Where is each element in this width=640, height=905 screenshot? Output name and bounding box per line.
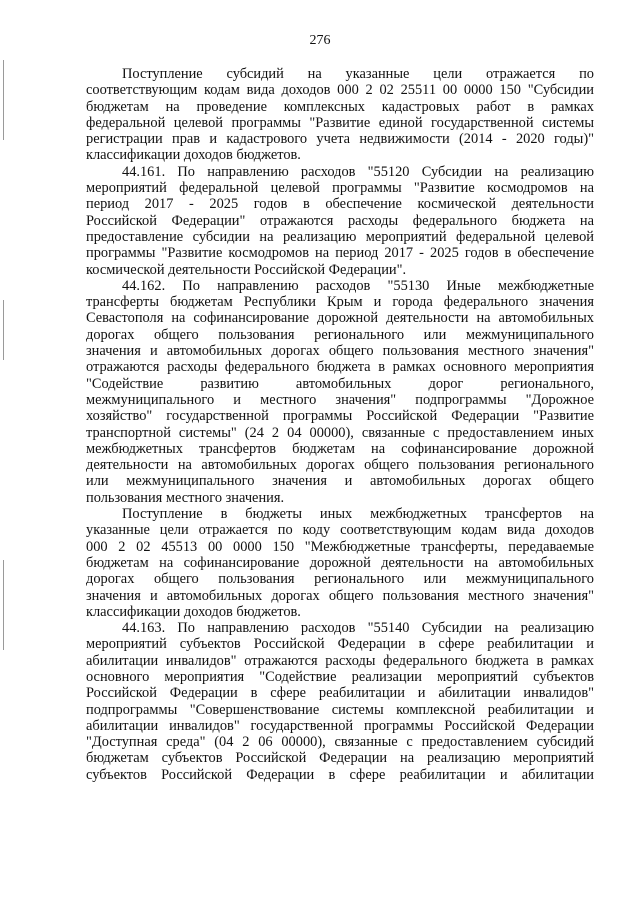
scan-edge-mark: [3, 560, 4, 650]
text-line: пользования местного значения.: [86, 489, 285, 506]
paragraph: [86, 506, 594, 620]
text-line: Российской Федерации" отражаются расходы федерального бюджета на: [86, 212, 594, 229]
text-line: Российской Федерации в сфере реабилитации и абилитации инвалидов": [86, 685, 594, 702]
text-line: регистрации прав и кадастрового учета недвижимости (2014 - 2020 годы)": [86, 131, 594, 148]
text-line: программы "Развитие космодромов на период 2017 - 2025 годов в обеспечение: [86, 245, 594, 262]
text-line: абилитации инвалидов" отражаются расходы федерального бюджета в рамках: [86, 652, 594, 669]
text-line: хозяйство" государственной программы Российской Федерации "Развитие: [86, 408, 594, 425]
text-line: 000 2 02 45513 00 0000 150 "Межбюджетные трансферты, передаваемые: [86, 538, 594, 555]
text-line: 44.162. По направлению расходов "55130 Иные межбюджетные: [122, 277, 594, 294]
text-line: "Доступная среда" (04 2 06 00000), связанные с предоставлением субсидий: [86, 734, 594, 751]
paragraph: [86, 164, 594, 278]
text-line: дорогах общего пользования регионального или межмуниципального: [86, 326, 594, 343]
text-line: межмуниципального и местного значения" подпрограммы "Дорожное: [86, 391, 594, 408]
text-line: бюджетам на проведение комплексных кадастровых работ в рамках: [86, 98, 594, 115]
document-body: [86, 66, 594, 783]
text-line: космической деятельности Российской Федерации".: [86, 261, 407, 278]
text-line: основного мероприятия "Содействие реализации мероприятий субъектов: [86, 668, 594, 685]
text-line: или межмуниципального значения и автомобильных дорогах общего: [86, 473, 594, 490]
text-line: предоставление субсидии на реализацию мероприятий федеральной целевой: [86, 228, 594, 245]
text-line: 44.161. По направлению расходов "55120 Субсидии на реализацию: [122, 163, 594, 180]
text-line: отражаются расходы федерального бюджета в рамках основного мероприятия: [86, 359, 594, 376]
scan-edge-mark: [3, 300, 4, 360]
page-number: 276: [309, 33, 331, 48]
text-line: классификации доходов бюджетов.: [86, 603, 301, 620]
text-line: "Содействие развитию автомобильных дорог регионального,: [86, 375, 594, 392]
text-line: значения и автомобильных дорогах общего пользования местного значения": [86, 587, 594, 604]
text-line: бюджетам на софинансирование дорожной деятельности на автомобильных: [86, 554, 594, 571]
text-line: бюджетам субъектов Российской Федерации на реализацию мероприятий: [86, 750, 594, 767]
text-line: деятельности на автомобильных дорогах общего пользования регионального: [86, 457, 594, 474]
text-line: соответствующим кодам вида доходов 000 2 02 25511 00 0000 150 "Субсидии: [86, 82, 594, 99]
text-line: указанные цели отражается по коду соответствующим кодам вида доходов: [86, 522, 594, 539]
paragraph: [86, 66, 594, 164]
text-line: Севастополя на софинансирование дорожной деятельности на автомобильных: [86, 310, 594, 327]
text-line: 44.163. По направлению расходов "55140 Субсидии на реализацию: [122, 620, 594, 637]
text-line: абилитации инвалидов" государственной программы Российской Федерации: [86, 717, 594, 734]
text-line: Поступление субсидий на указанные цели отражается по: [122, 66, 594, 82]
text-line: федеральной целевой программы "Развитие единой государственной системы: [86, 114, 594, 131]
text-line: подпрограммы "Совершенствование системы комплексной реабилитации и: [86, 701, 594, 718]
text-line: субъектов Российской Федерации в сфере реабилитации и абилитации: [86, 766, 594, 783]
scan-edge-mark: [3, 60, 4, 140]
text-line: мероприятий субъектов Российской Федерации в сфере реабилитации и: [86, 636, 594, 653]
text-line: мероприятий федеральной целевой программы "Развитие космодромов на: [86, 180, 594, 197]
text-line: значения и автомобильных дорогах общего пользования местного значения": [86, 343, 594, 360]
text-line: Поступление в бюджеты иных межбюджетных трансфертов на: [122, 506, 594, 523]
text-line: межбюджетных трансфертов бюджетам на софинансирование дорожной: [86, 440, 594, 457]
text-line: период 2017 - 2025 годов в обеспечение космической деятельности: [86, 196, 594, 213]
paragraph: [86, 620, 594, 783]
paragraph: [86, 278, 594, 506]
text-line: классификации доходов бюджетов.: [86, 147, 301, 164]
text-line: транспортной системы" (24 2 04 00000), связанные с предоставлением иных: [86, 424, 594, 441]
text-line: дорогах общего пользования регионального или межмуниципального: [86, 571, 594, 588]
text-line: трансферты бюджетам Республики Крым и города федерального значения: [86, 294, 594, 311]
